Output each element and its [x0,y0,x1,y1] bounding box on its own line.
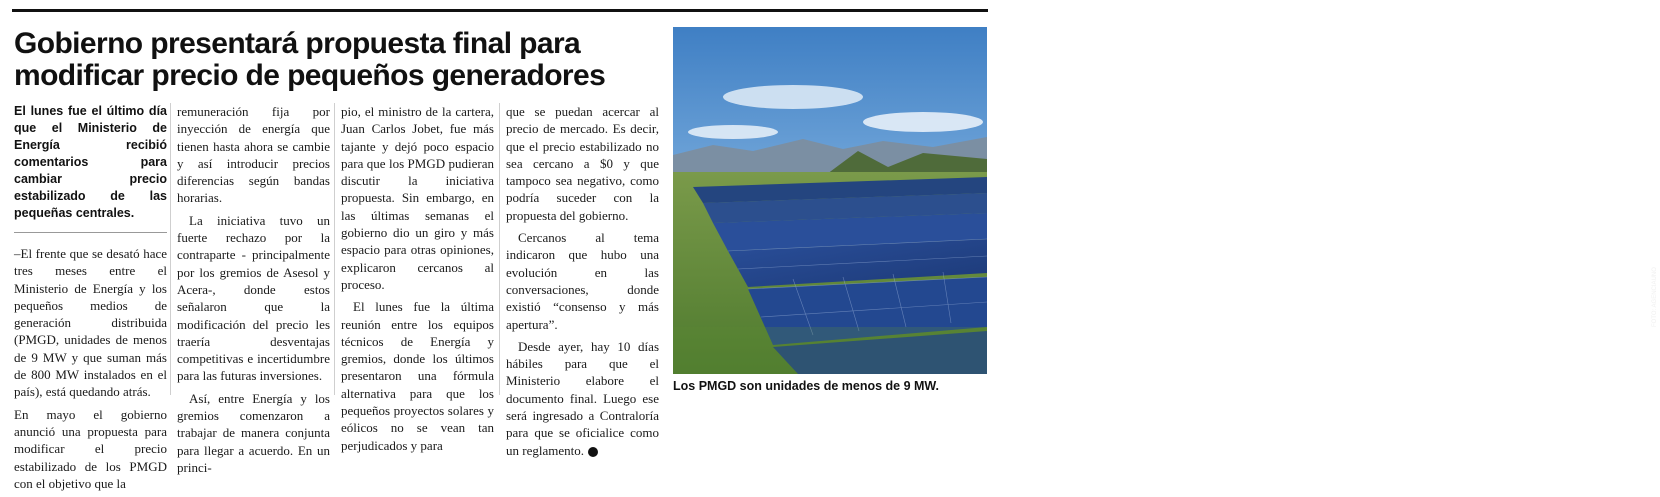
end-of-article-icon: P [588,447,598,457]
column-3 [341,103,494,459]
column-2 [177,103,330,481]
body-paragraph: En mayo el gobierno anunció una propuesta para modificar el precio estabilizado de los PMGD con el objetivo que la [14,406,167,491]
body-paragraph: remuneración fija por inyección de energía que tienen hasta ahora se cambie y así introducir precios diferencias según bandas horarias. [177,104,330,206]
photo-caption: Los PMGD son unidades de menos de 9 MW. [673,379,940,393]
solar-farm-illustration [673,27,987,374]
column-divider [170,103,171,395]
column-divider [499,103,500,395]
lead-divider [14,232,167,233]
body-paragraph: pio, el ministro de la cartera, Juan Carlos Jobet, fue más tajante y dejó poco espacio para que los PMGD pudieran discutir la iniciativa propuesta. Sin embargo, en las últimas semanas el gobierno dio un giro y más espacio para otras opiniones, explicaron cercanos al proceso. [341,104,494,292]
column-divider [334,103,335,395]
photo-credit: FOTO: AGENCIAUNO [1652,267,1658,327]
body-paragraph: –El frente que se desató hace tres meses entre el Ministerio de Energía y los pequeños medios de generación distribuida (PMGD, unidades de menos de 9 MW y que suman más de 800 MW instalados en el país), está quedando atrás. [14,246,167,400]
body-paragraph: Cercanos al tema indicaron que hubo una evolución en las conversaciones, donde existió “consenso y más apertura”. [506,230,659,332]
body-paragraph: El lunes fue la última reunión entre los equipos técnicos de Energía y gremios, donde los últimos presentaron una fórmula alternativa para que los pequeños proyectos solares y eólicos no se vean tan perjudicados y para [341,299,494,453]
body-paragraph: La iniciativa tuvo un fuerte rechazo por la contraparte - principalmente por los gremios de Asesol y Acera-, donde estos señalaron que la modificación del precio les traería desventajas competitivas e incertidumbre para las futuras inversiones. [177,212,330,384]
headline: Gobierno presentará propuesta final para modificar precio de pequeños generadores [14,27,606,92]
body-paragraph: Así, entre Energía y los gremios comenzaron a trabajar de manera conjunta para llegar a acuerdo. En un princi- [177,390,330,475]
solar-farm-photo [673,27,1658,374]
column-4 [506,103,659,464]
top-rule [12,9,988,12]
closing-text: Desde ayer, hay 10 días hábiles para que el Ministerio elabore el documento final. Luego ese será ingresado a Contraloría para que se oficialice como un reglamento. [506,338,659,458]
lead-paragraph: El lunes fue el último día que el Ministerio de Energía recibió comentarios para cambiar precio estabilizado de las pequeñas centrales. [14,104,167,220]
column-1 [14,103,167,497]
body-paragraph [506,338,659,459]
body-paragraph: que se puedan acercar al precio de mercado. Es decir, que el precio estabilizado no sea cercano a $0 y que tampoco sea negativo, como podría suceder con la propuesta del gobierno. [506,104,659,223]
